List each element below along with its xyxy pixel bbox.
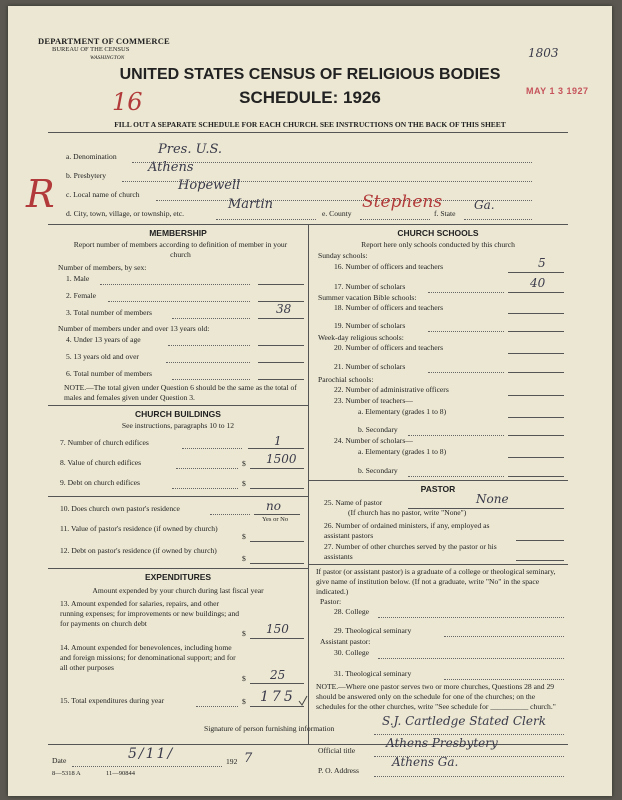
presbytery-field[interactable]: Athens [148,160,194,175]
summer-schools-label: Summer vacation Bible schools: [318,293,417,302]
other-churches-label: 27. Number of other churches served by the pastor or his assistants [324,542,497,561]
sunday-scholars-label: 17. Number of scholars [334,282,406,291]
received-date-stamp: MAY 1 3 1927 [526,86,589,96]
benevolences-label: 14. Amount expended for benevolences, including home and foreign missions; for denominational support; and for all other purposes [60,643,236,672]
signature-field[interactable]: S.J. Cartledge Stated Clerk [382,714,546,728]
age-heading: Number of members under and over 13 years old: [58,324,210,333]
serial-number: 1803 [528,46,559,60]
po-address-field[interactable]: Athens Ga. [392,755,459,769]
dollar-sign: $ [242,629,246,638]
total-members-value[interactable]: 38 [276,302,292,316]
signature-label: Signature of person furnishing information [204,724,335,733]
city-label: d. City, town, village, or township, etc. [66,209,185,218]
under-13-label: 4. Under 13 years of age [66,335,141,344]
official-title-field[interactable]: Athens Presbytery [386,736,498,750]
dollar-sign: $ [242,479,246,488]
date-field[interactable]: 5/11/ [128,746,175,762]
pastor-subheading: Pastor: [320,597,342,606]
running-expenses-value[interactable]: 150 [266,622,289,636]
over-13-label: 5. 13 years old and over [66,352,139,361]
assistant-seminary-label: 31. Theological seminary [334,669,412,678]
buildings-subheading: See instructions, paragraphs 10 to 12 [121,421,235,430]
department-heading: DEPARTMENT OF COMMERCE [38,36,170,46]
total-members-label: 3. Total number of members [66,308,153,317]
year-prefix: 192 [226,757,238,766]
summer-scholars-label: 19. Number of scholars [334,321,406,330]
expenditures-subheading: Amount expended by your church during last fiscal year [92,586,264,595]
bureau-heading: BUREAU OF THE CENSUS [52,46,130,53]
edifices-label: 7. Number of church edifices [60,438,149,447]
summer-officers-label: 18. Number of officers and teachers [334,303,444,312]
dollar-sign: $ [242,459,246,468]
year-digit[interactable]: 7 [244,751,253,766]
presbytery-label: b. Presbytery [66,171,107,180]
admin-officers-label: 22. Number of administrative officers [334,385,449,394]
scholars-label: 24. Number of scholars— [334,436,413,445]
sunday-schools-label: Sunday schools: [318,251,368,260]
yes-no-hint: Yes or No [262,516,289,523]
assistant-ministers-label: 26. Number of ordained ministers, if any, employed as assistant pastors [324,521,490,540]
date-label: Date [52,756,67,765]
weekday-schools-label: Week-day religious schools: [318,333,404,342]
teachers-secondary-label: b. Secondary [358,425,398,434]
dollar-sign: $ [242,554,246,563]
membership-heading: MEMBERSHIP [149,228,207,238]
teachers-elementary-label: a. Elementary (grades 1 to 8) [358,407,447,416]
schools-heading: CHURCH SCHOOLS [397,228,479,238]
weekday-scholars-label: 21. Number of scholars [334,362,406,371]
state-field[interactable]: Ga. [474,198,495,212]
graduate-instruction: If pastor (or assistant pastor) is a graduate of a college or theological seminary, give name of institution below. (If not a graduate, write "No" in the space indicated.) [316,567,556,596]
running-expenses-label: 13. Amount expended for salaries, repairs, and other running expenses; for improvements or new buildings; and for payments on church debt [60,599,240,628]
sunday-officers-value[interactable]: 5 [538,256,546,270]
total-expenditures-value[interactable]: 175 [260,689,296,705]
edifice-value-field[interactable]: 1500 [266,452,297,466]
dollar-sign: $ [242,532,246,541]
buildings-heading: CHURCH BUILDINGS [135,409,221,419]
print-number: 11—90844 [106,770,136,777]
members-by-sex-label: Number of members, by sex: [58,263,147,272]
pastor-note: NOTE.—Where one pastor serves two or more churches, Questions 28 and 29 should be answered only on the schedule for one of the churches; on the schedules for the other churches, write "See schedule for __________ church." [316,682,556,711]
handwritten-number: 16 [112,88,143,116]
pastor-college-label: 28. College [334,607,370,616]
sunday-officers-label: 16. Number of officers and teachers [334,262,444,271]
pastor-name-field[interactable]: None [476,492,509,506]
membership-note: NOTE.—The total given under Question 6 should be the same as the total of males and females given under Question 3. [64,383,297,402]
total-members-age-label: 6. Total number of members [66,369,153,378]
parochial-schools-label: Parochial schools: [318,375,374,384]
expenditures-heading: EXPENDITURES [144,572,212,582]
city-heading: WASHINGTON [90,55,125,61]
edifice-debt-label: 9. Debt on church edifices [60,478,140,487]
denomination-field[interactable]: Pres. U.S. [158,142,223,157]
census-schedule-sheet [8,6,612,796]
fill-instruction: FILL OUT A SEPARATE SCHEDULE FOR EACH CHURCH. SEE INSTRUCTIONS ON THE BACK OF THIS SHEET [114,120,506,129]
residence-debt-label: 12. Debt on pastor's residence (if owned by church) [60,546,217,555]
church-name-label: c. Local name of church [66,190,140,199]
dollar-sign: $ [242,697,246,706]
residence-value-label: 11. Value of pastor's residence (if owned by church) [60,524,218,533]
female-label: 2. Female [66,291,96,300]
county-field[interactable]: Stephens [362,192,443,212]
residence-label: 10. Does church own pastor's residence [60,504,180,513]
membership-intro: Report number of members according to definition of member in your church [73,240,288,259]
denomination-label: a. Denomination [66,152,117,161]
residence-field[interactable]: no [266,499,281,513]
county-label: e. County [322,209,352,218]
official-title-label: Official title [318,746,356,755]
assistant-college-label: 30. College [334,648,370,657]
form-title: UNITED STATES CENSUS OF RELIGIOUS BODIES [119,66,501,83]
pastor-name-label: 25. Name of pastor [324,498,383,507]
po-address-label: P. O. Address [318,766,359,775]
city-field[interactable]: Martin [228,197,274,212]
dollar-sign: $ [242,674,246,683]
pastor-heading: PASTOR [420,484,456,494]
check-mark-icon [298,696,308,706]
benevolences-value[interactable]: 25 [270,668,286,682]
edifices-value[interactable]: 1 [274,434,282,448]
scholars-secondary-label: b. Secondary [358,466,398,475]
sunday-scholars-value[interactable]: 40 [530,276,546,290]
form-number: 8—5318 A [52,770,81,777]
schedule-title: SCHEDULE: 1926 [239,88,381,107]
margin-mark: R [26,172,55,216]
state-label: f. State [434,209,456,218]
assistant-subheading: Assistant pastor: [320,637,371,646]
weekday-officers-label: 20. Number of officers and teachers [334,343,444,352]
schools-intro: Report here only schools conducted by this church [361,240,515,249]
pastor-name-hint: (If church has no pastor, write "None") [348,508,467,517]
scholars-elementary-label: a. Elementary (grades 1 to 8) [358,447,447,456]
edifice-value-label: 8. Value of church edifices [60,458,142,467]
teachers-label: 23. Number of teachers— [334,396,413,405]
pastor-seminary-label: 29. Theological seminary [334,626,412,635]
total-expenditures-label: 15. Total expenditures during year [60,696,165,705]
male-label: 1. Male [66,274,90,283]
church-name-field[interactable]: Hopewell [178,178,241,193]
